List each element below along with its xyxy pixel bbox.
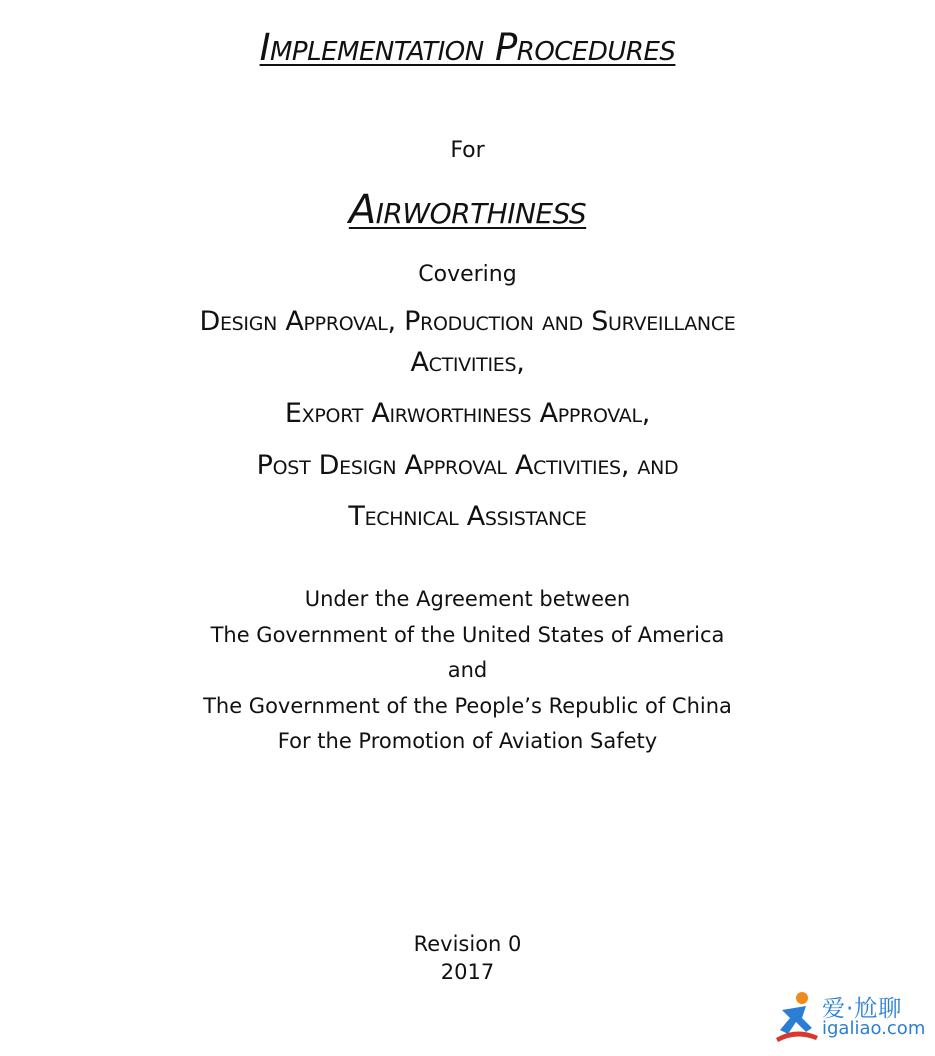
scope-line: Export Airworthiness Approval,	[284, 398, 651, 429]
agreement-line: Under the Agreement between	[304, 587, 631, 611]
revision-block	[0, 930, 935, 986]
covering-text: Covering	[418, 262, 517, 287]
agreement-line: For the Promotion of Aviation Safety	[277, 729, 658, 753]
for-text: For	[450, 138, 485, 163]
revision-text: Revision 0	[413, 932, 522, 956]
watermark-chinese-text: 爱·尬聊	[822, 996, 903, 1022]
agreement-block	[0, 582, 935, 760]
scope-line: Design Approval, Production and Surveillance	[199, 306, 736, 337]
subject-heading: Airworthiness	[348, 187, 587, 233]
runner-icon	[772, 988, 824, 1048]
watermark-url: igaliao.com	[822, 1018, 926, 1039]
agreement-line: The Government of the United States of America	[210, 622, 725, 647]
agreement-line: The Government of the People’s Republic of China	[203, 693, 732, 718]
document-title: Implementation Procedures	[259, 26, 676, 69]
scope-line: Post Design Approval Activities, and	[256, 450, 679, 481]
scope-line: Technical Assistance	[348, 501, 587, 532]
scope-line: Activities,	[410, 347, 525, 378]
watermark-logo	[772, 988, 930, 1048]
agreement-line: and	[447, 658, 488, 682]
revision-year: 2017	[440, 960, 495, 984]
